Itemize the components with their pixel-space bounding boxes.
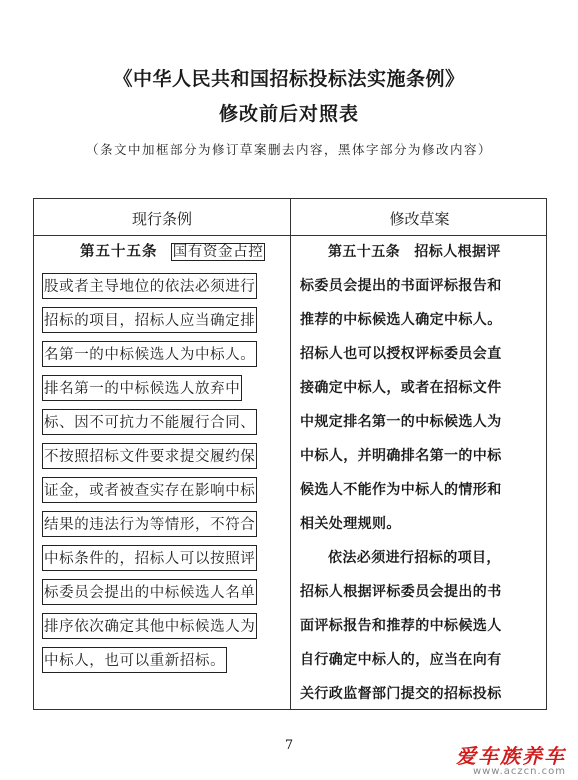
right-text-line: 招标人根据评标委员会提出的书	[300, 584, 502, 600]
watermark-logo	[456, 740, 566, 777]
right-text-line: 招标人也可以授权评标委员会直	[300, 346, 502, 362]
left-first-line	[80, 239, 265, 265]
right-text-line: 候选人不能作为中标人的情形和	[300, 482, 502, 498]
deleted-text-box: 国有资金占控	[172, 244, 264, 260]
column-divider	[290, 199, 291, 709]
deleted-text-box: 标委员会提出的中标候选人名单	[42, 579, 257, 605]
right-text-line: 依法必须进行招标的项目，	[328, 550, 501, 566]
article-number: 第五十五条	[80, 244, 158, 260]
header-draft-amendment: 修改草案	[389, 210, 450, 228]
deleted-text-box: 中标人，也可以重新招标。	[42, 647, 227, 673]
page-number: 7	[284, 738, 294, 753]
deleted-text-box: 股或者主导地位的依法必须进行	[42, 273, 257, 299]
editing-note: （条文中加框部分为修订草案删去内容，黑体字部分为修改内容）	[85, 142, 492, 157]
deleted-text-box: 名第一的中标候选人为中标人。	[42, 341, 257, 367]
deleted-text-box: 排名第一的中标候选人放弃中	[42, 375, 242, 401]
deleted-text-box: 证金，或者被查实存在影响中标	[42, 477, 257, 503]
right-text-line: 中标人，并明确排名第一的中标	[300, 448, 502, 464]
right-text-line: 面评标报告和推荐的中标候选人	[300, 618, 502, 634]
deleted-text-box: 不按照招标文件要求提交履约保	[42, 443, 257, 469]
right-text-line: 相关处理规则。	[300, 516, 401, 532]
document-title: 《中华人民共和国招标投标法实施条例》	[113, 68, 465, 90]
right-text-line: 第五十五条 招标人根据评	[328, 244, 501, 260]
watermark-url: www.aczcn.com	[472, 766, 566, 777]
deleted-text-box: 中标条件的，招标人可以按照评	[42, 545, 257, 571]
deleted-text-box: 结果的违法行为等情形，不符合	[42, 511, 257, 537]
deleted-text-box: 标、因不可抗力不能履行合同、	[42, 409, 257, 435]
right-text-line: 标委员会提出的书面评标报告和	[300, 278, 502, 294]
right-text-line: 中规定排名第一的中标候选人为	[300, 414, 502, 430]
right-text-line: 关行政监督部门提交的招标投标	[300, 686, 502, 702]
right-text-line: 接确定中标人，或者在招标文件	[300, 380, 502, 396]
header-current-regulation: 现行条例	[131, 210, 192, 228]
deleted-text-box: 招标的项目，招标人应当确定排	[42, 307, 257, 333]
deleted-text-box: 排序依次确定其他中标候选人为	[42, 613, 257, 639]
comparison-table	[33, 198, 547, 710]
header-divider	[34, 235, 546, 236]
watermark-text: 爱车族养车	[456, 744, 566, 768]
document-subtitle: 修改前后对照表	[218, 103, 359, 125]
right-text-line: 推荐的中标候选人确定中标人。	[300, 312, 502, 328]
right-text-line: 自行确定中标人的，应当在向有	[300, 652, 502, 668]
